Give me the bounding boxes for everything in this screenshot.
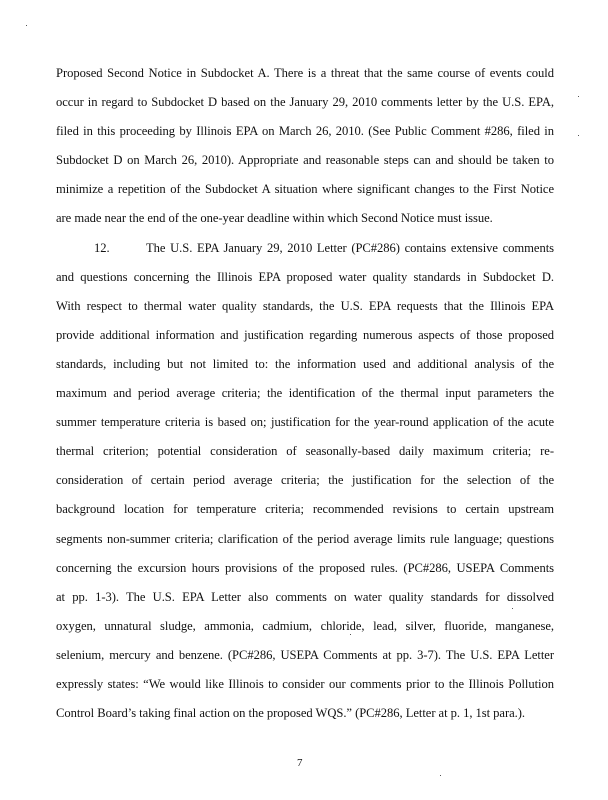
body-text xyxy=(56,59,554,728)
text-line: With respect to thermal water quality standards, the U.S. EPA requests that the Illinois EPA xyxy=(56,298,554,313)
text-line: are made near the end of the one-year deadline within which Second Notice must issue. xyxy=(56,211,493,226)
paragraph-12-first-line xyxy=(56,234,554,263)
text-line: Proposed Second Notice in Subdocket A. There is a threat that the same course of events could xyxy=(56,66,554,80)
text-line: segments non-summer criteria; clarification of the period average limits rule language; questions xyxy=(56,531,554,546)
scan-speck xyxy=(26,25,27,26)
text-line: provide additional information and justification regarding numerous aspects of those proposed xyxy=(56,327,554,342)
text-line: concerning the excursion hours provisions of the proposed rules. (PC#286, USEPA Comments xyxy=(56,560,554,575)
text-line: oxygen, unnatural sludge, ammonia, cadmium, chloride, lead, silver, fluoride, manganese, xyxy=(56,618,554,633)
text-line: maximum and period average criteria; the identification of the thermal input parameters the xyxy=(56,386,554,401)
scan-speck xyxy=(578,96,579,97)
scan-speck xyxy=(578,135,579,136)
text-line: occur in regard to Subdocket D based on the January 29, 2010 comments letter by the U.S. EPA, xyxy=(56,95,554,110)
text-line: thermal criterion; potential consideration of seasonally-based daily maximum criteria; re- xyxy=(56,444,554,459)
text-line: standards, including but not limited to: the information used and additional analysis of the xyxy=(56,356,554,371)
page-number: 7 xyxy=(297,757,303,769)
text-line: consideration of certain period average criteria; the justification for the selection of the xyxy=(56,473,554,488)
text-line: and questions concerning the Illinois EPA proposed water quality standards in Subdocket D. xyxy=(56,269,554,284)
text-line: Subdocket D on March 26, 2010). Appropriate and reasonable steps can and should be taken to xyxy=(56,153,554,168)
paragraph-number: 12. xyxy=(94,240,110,255)
text-line: Control Board’s taking final action on the proposed WQS.” (PC#286, Letter at p. 1, 1st para.). xyxy=(56,706,525,721)
text-line: at pp. 1-3). The U.S. EPA Letter also comments on water quality standards for dissolved xyxy=(56,589,554,604)
text-line: summer temperature criteria is based on; justification for the year-round application of the acute xyxy=(56,415,554,430)
text-line: expressly states: “We would like Illinois to consider our comments prior to the Illinois Pollution xyxy=(56,676,554,691)
text-line: background location for temperature criteria; recommended revisions to certain upstream xyxy=(56,502,554,517)
text-line: selenium, mercury and benzene. (PC#286, USEPA Comments at pp. 3-7). The U.S. EPA Letter xyxy=(56,647,554,662)
text-line: The U.S. EPA January 29, 2010 Letter (PC#286) contains extensive comments xyxy=(146,240,554,255)
text-line: filed in this proceeding by Illinois EPA on March 26, 2010. (See Public Comment #286, filed in xyxy=(56,124,554,139)
text-line: minimize a repetition of the Subdocket A situation where significant changes to the First Notice xyxy=(56,182,554,197)
scan-speck xyxy=(440,775,441,776)
